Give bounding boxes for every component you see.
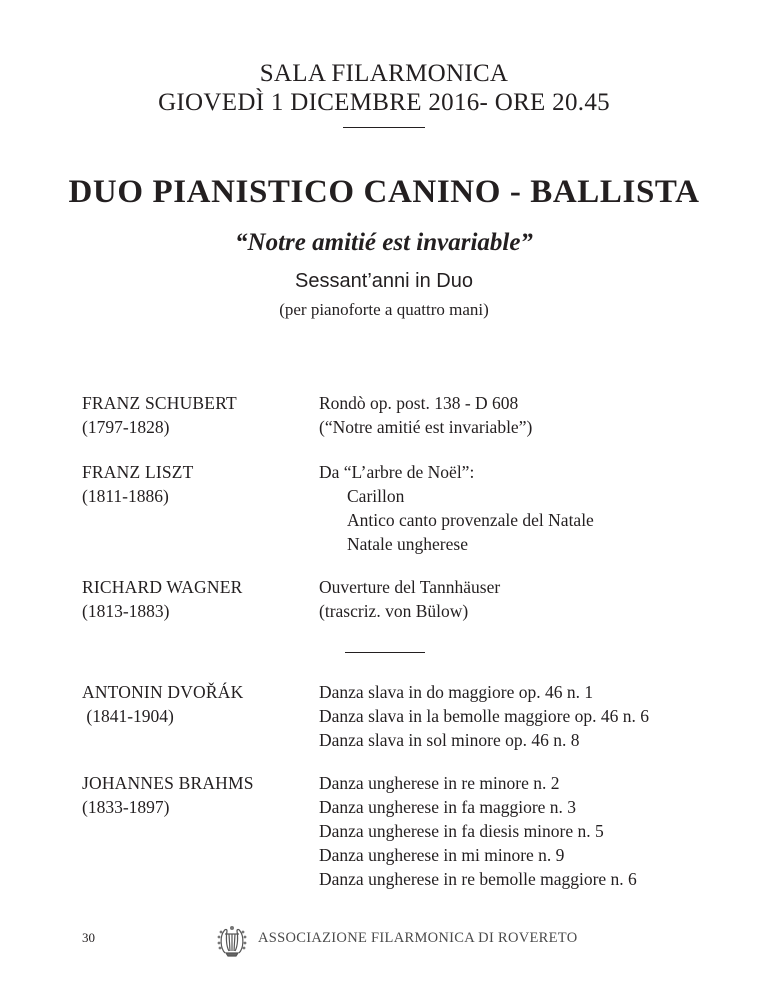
composer-name: JOHANNES BRAHMS bbox=[82, 773, 254, 793]
work-title: Danza ungherese in re minore n. 2 bbox=[319, 773, 560, 793]
work-title: Danza ungherese in mi minore n. 9 bbox=[319, 845, 565, 865]
work-title: Danza ungherese in re bemolle maggiore n. 6 bbox=[319, 869, 637, 889]
composer-dates: (1813-1883) bbox=[82, 601, 170, 621]
program-quote: “Notre amitié est invariable” bbox=[235, 229, 533, 256]
lyre-emblem-icon bbox=[216, 924, 248, 958]
work-title: Danza slava in do maggiore op. 46 n. 1 bbox=[319, 682, 594, 702]
program-subtitle: Sessant’anni in Duo bbox=[295, 270, 473, 292]
venue-heading: SALA FILARMONICA bbox=[259, 60, 509, 87]
work-title: Ouverture del Tannhäuser bbox=[319, 577, 501, 597]
composer-dates: (1797-1828) bbox=[82, 417, 170, 437]
composer-dates: (1833-1897) bbox=[82, 797, 170, 817]
work-title: Rondò op. post. 138 - D 608 bbox=[319, 393, 519, 413]
composer-name: ANTONIN DVOŘÁK bbox=[82, 682, 244, 702]
work-title: Da “L’arbre de Noël”: bbox=[319, 462, 475, 482]
work-title: Carillon bbox=[347, 486, 405, 506]
work-title: Danza ungherese in fa diesis minore n. 5 bbox=[319, 821, 604, 841]
composer-name: FRANZ LISZT bbox=[82, 462, 194, 482]
work-title: Danza ungherese in fa maggiore n. 3 bbox=[319, 797, 577, 817]
association-name: ASSOCIAZIONE FILARMONICA DI ROVERETO bbox=[258, 930, 578, 946]
header-divider bbox=[343, 127, 425, 128]
instrumentation-note: (per pianoforte a quattro mani) bbox=[279, 300, 489, 319]
work-title: Natale ungherese bbox=[347, 534, 468, 554]
concert-title: DUO PIANISTICO CANINO - BALLISTA bbox=[68, 174, 700, 210]
composer-dates: (1811-1886) bbox=[82, 486, 169, 506]
work-title: (“Notre amitié est invariable”) bbox=[319, 417, 533, 437]
composer-name: RICHARD WAGNER bbox=[82, 577, 243, 597]
work-title: Danza slava in sol minore op. 46 n. 8 bbox=[319, 730, 580, 750]
work-title: Antico canto provenzale del Natale bbox=[347, 510, 594, 530]
interval-divider bbox=[345, 652, 425, 653]
work-title: (trascriz. von Bülow) bbox=[319, 601, 469, 621]
composer-dates: (1841-1904) bbox=[82, 706, 174, 726]
composer-name: FRANZ SCHUBERT bbox=[82, 393, 237, 413]
page-number: 30 bbox=[82, 930, 95, 945]
date-time-heading: GIOVEDÌ 1 DICEMBRE 2016- ORE 20.45 bbox=[158, 89, 610, 116]
work-title: Danza slava in la bemolle maggiore op. 46 n. 6 bbox=[319, 706, 649, 726]
